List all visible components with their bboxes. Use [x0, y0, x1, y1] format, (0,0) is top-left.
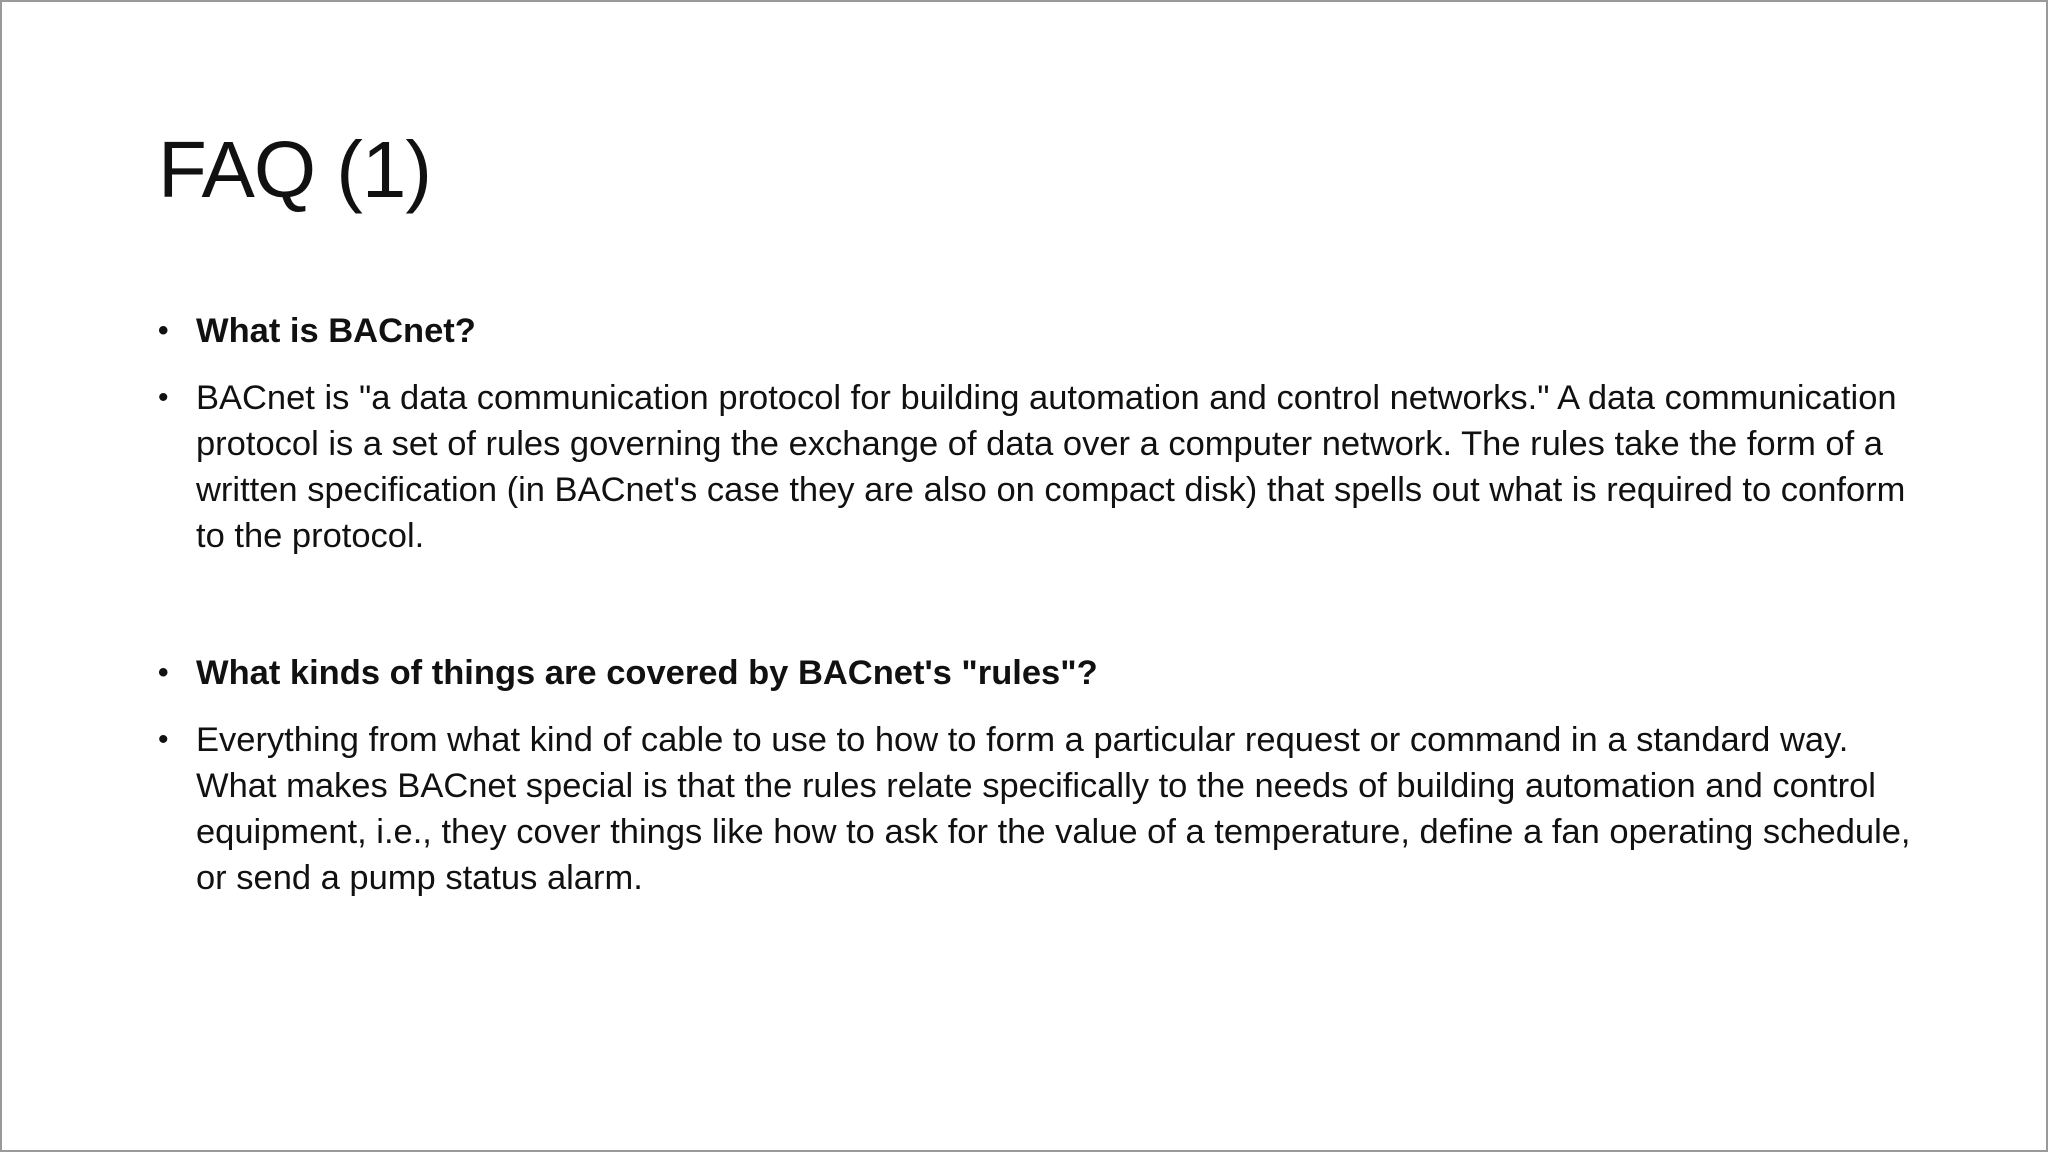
- faq-question-2: • What kinds of things are covered by BACnet's "rules"?: [158, 650, 1918, 696]
- faq-question-1: • What is BACnet?: [158, 308, 1918, 354]
- faq-answer-1: • BACnet is "a data communication protocol for building automation and control networks." A data communication protocol is a set of rules governing the exchange of data over a computer network. The rules take the form of a written specification (in BACnet's case they are also on compact disk) that spells out what is required to conform to the protocol.: [158, 375, 1918, 559]
- bullet-list: [158, 308, 1918, 901]
- faq-answer-2: • Everything from what kind of cable to use to how to form a particular request or command in a standard way. What makes BACnet special is that the rules relate specifically to the needs of building automation and control equipment, i.e., they cover things like how to ask for the value of a temperature, define a fan operating schedule, or send a pump status alarm.: [158, 717, 1918, 901]
- slide-title: FAQ (1): [158, 125, 432, 214]
